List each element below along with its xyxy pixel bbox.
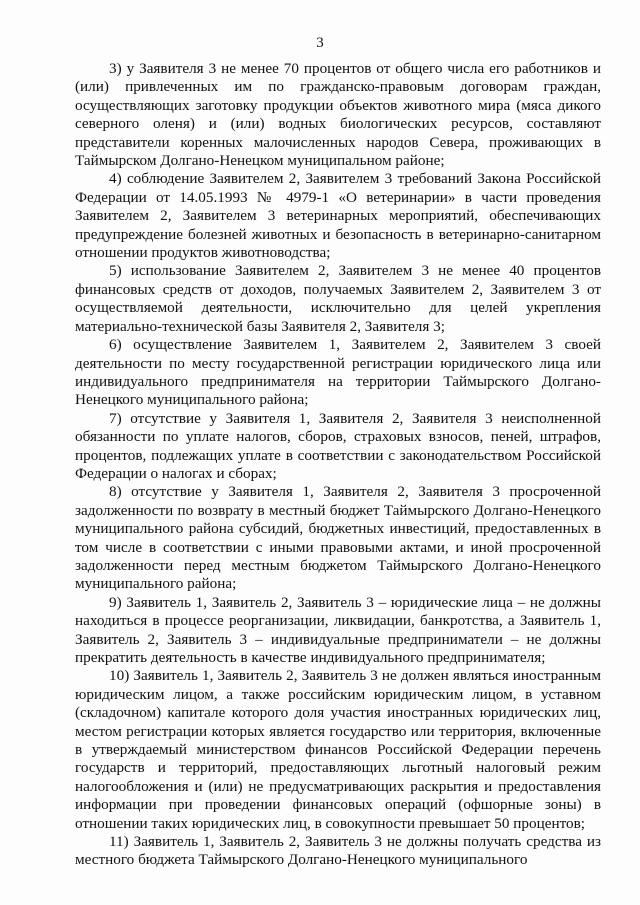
paragraph-item-10: 10) Заявитель 1, Заявитель 2, Заявитель 3 не должен являться иностранным юридическим лицом, а также российским юридическим лицом, в уставном (складочном) капитале которого доля участия иностранных юридических лиц, местом регистрации которых является государство или территория, включенные в утверждаемый министерством финансов Российской Федерации перечень государств и территорий, предоставляющих льготный налоговый режим налогообложения и (или) не предусматривающих раскрытия и предоставления информации при проведении финансовых операций (офшорные зоны) в отношении таких юридических лиц, в совокупности превышает 50 процентов; (75, 667, 601, 832)
paragraph-item-5: 5) использование Заявителем 2, Заявителем 3 не менее 40 процентов финансовых средств от доходов, получаемых Заявителем 2, Заявителем 3 от осуществляемой деятельности, исключительно для целей укрепления материально-технической базы Заявителя 2, Заявителя 3; (75, 262, 601, 335)
paragraph-item-4: 4) соблюдение Заявителем 2, Заявителем 3 требований Закона Российской Федерации от 14.05.1993 № 4979-1 «О ветеринарии» в части проведения Заявителем 2, Заявителем 3 ветеринарных мероприятий, обеспечивающих предупреждение болезней животных и безопасность в ветеринарно-санитарном отношении продуктов животноводства; (75, 170, 601, 262)
paragraph-item-6: 6) осуществление Заявителем 1, Заявителем 2, Заявителем 3 своей деятельности по месту государственной регистрации юридического лица или индивидуального предпринимателя на территории Таймырского Долгано-Ненецкого муниципального района; (75, 336, 601, 409)
paragraph-item-11: 11) Заявитель 1, Заявитель 2, Заявитель 3 не должны получать средства из местного бюджета Таймырского Долгано-Ненецкого муниципального (75, 833, 601, 869)
paragraph-item-8: 8) отсутствие у Заявителя 1, Заявителя 2, Заявителя 3 просроченной задолженности по возврату в местный бюджет Таймырского Долгано-Ненецкого муниципального района субсидий, бюджетных инвестиций, предоставленных в том числе в соответствии с иными правовыми актами, и иной просроченной задолженности перед местным бюджетом Таймырского Долгано-Ненецкого муниципального района; (75, 483, 601, 593)
paragraph-item-3: 3) у Заявителя 3 не менее 70 процентов от общего числа его работников и (или) привлеченных им по гражданско-правовым договорам граждан, осуществляющих заготовку продукции объектов животного мира (мяса дикого северного оленя) и (или) водных биологических ресурсов, составляют представители коренных малочисленных народов Севера, проживающих в Таймырском Долгано-Ненецком муниципальном районе; (75, 60, 601, 170)
document-body (75, 60, 601, 870)
page-number: 3 (316, 35, 324, 51)
paragraph-item-7: 7) отсутствие у Заявителя 1, Заявителя 2, Заявителя 3 неисполненной обязанности по уплате налогов, сборов, страховых взносов, пеней, штрафов, процентов, подлежащих уплате в соответствии с законодательством Российской Федерации о налогах и сборах; (75, 409, 601, 482)
paragraph-item-9: 9) Заявитель 1, Заявитель 2, Заявитель 3 – юридические лица – не должны находиться в процессе реорганизации, ликвидации, банкротства, а Заявитель 1, Заявитель 2, Заявитель 3 – индивидуальные предприниматели – не должны прекратить деятельность в качестве индивидуального предпринимателя; (75, 593, 601, 666)
